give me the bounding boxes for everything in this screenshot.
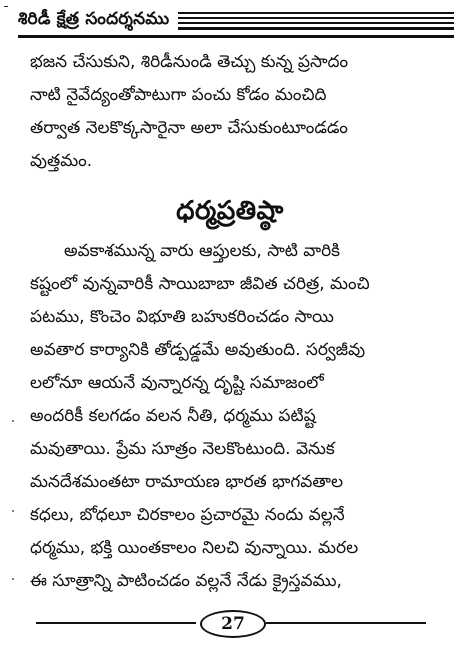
header-rule xyxy=(178,17,454,19)
header-title: శిరిడీ క్షేత్ర సందర్శనము xyxy=(18,9,175,33)
text-line: లలోనూ ఆయనే వున్నారన్న దృష్టి సమాజంలో xyxy=(30,373,324,393)
text-line: కష్టంలో వున్నవారికీ సాయిబాబా జీవిత చరిత్ర, మంచి xyxy=(30,274,370,294)
text-line: వుత్తమం. xyxy=(30,151,93,171)
text-line: నాటి నైవేద్యంతోపాటుగా పంచు కోడం మంచిది xyxy=(30,85,327,105)
text-line: ధర్మము, భక్తి యింతకాలం నిలచి వున్నాయి. మరల xyxy=(30,538,359,558)
text-line: మవుతాయి. ప్రేమ సూత్రం నెలకొంటుంది. వెనుక xyxy=(30,439,335,459)
footer-rule xyxy=(266,622,426,624)
text-line: తర్వాత నెలకొక్కసారైనా అలా చేసుకుంటూండడం xyxy=(30,118,348,138)
text-line: ఈ సూత్రాన్ని పాటించడం వల్లనే నేడు క్రైస్తవము, xyxy=(30,571,342,591)
scan-speck xyxy=(12,578,14,580)
text-line: మనదేశమంతటా రామాయణ భారత భాగవతాల xyxy=(30,472,344,492)
text-line: కధలు, బోధలూ చిరకాలం ప్రచారమై నందు వల్లనే xyxy=(30,505,345,525)
text-line: భజన చేసుకుని, శిరిడీనుండి తెచ్చు కున్న ప్రసాదం xyxy=(30,52,349,72)
corner-mark xyxy=(4,6,8,7)
footer-rule xyxy=(36,622,196,624)
paragraph-1 xyxy=(30,46,440,178)
scan-speck xyxy=(12,420,14,422)
running-header xyxy=(18,8,454,36)
page-footer xyxy=(0,610,460,636)
text-line: అవతార కార్యానికి తోడ్పడ్డమే అవుతుంది. సర్వజీవు xyxy=(30,340,366,360)
section-heading: ధర్మప్రతిష్ఠా xyxy=(176,196,284,226)
page-number: 27 xyxy=(200,610,266,638)
scan-speck xyxy=(12,510,14,512)
header-rule xyxy=(178,12,454,14)
text-line: పటము, కొంచెం విభూతి బహుకరించడం సాయి xyxy=(30,307,334,327)
header-underline xyxy=(18,35,454,38)
header-rule xyxy=(178,22,454,24)
text-line: అందరికీ కలగడం వలన నీతి, ధర్మము పటిష్ట xyxy=(30,406,316,426)
text-line: అవకాశమున్న వారు ఆప్తులకు, సాటి వారికి xyxy=(64,241,341,261)
header-rule xyxy=(178,27,454,30)
paragraph-2 xyxy=(30,235,440,598)
